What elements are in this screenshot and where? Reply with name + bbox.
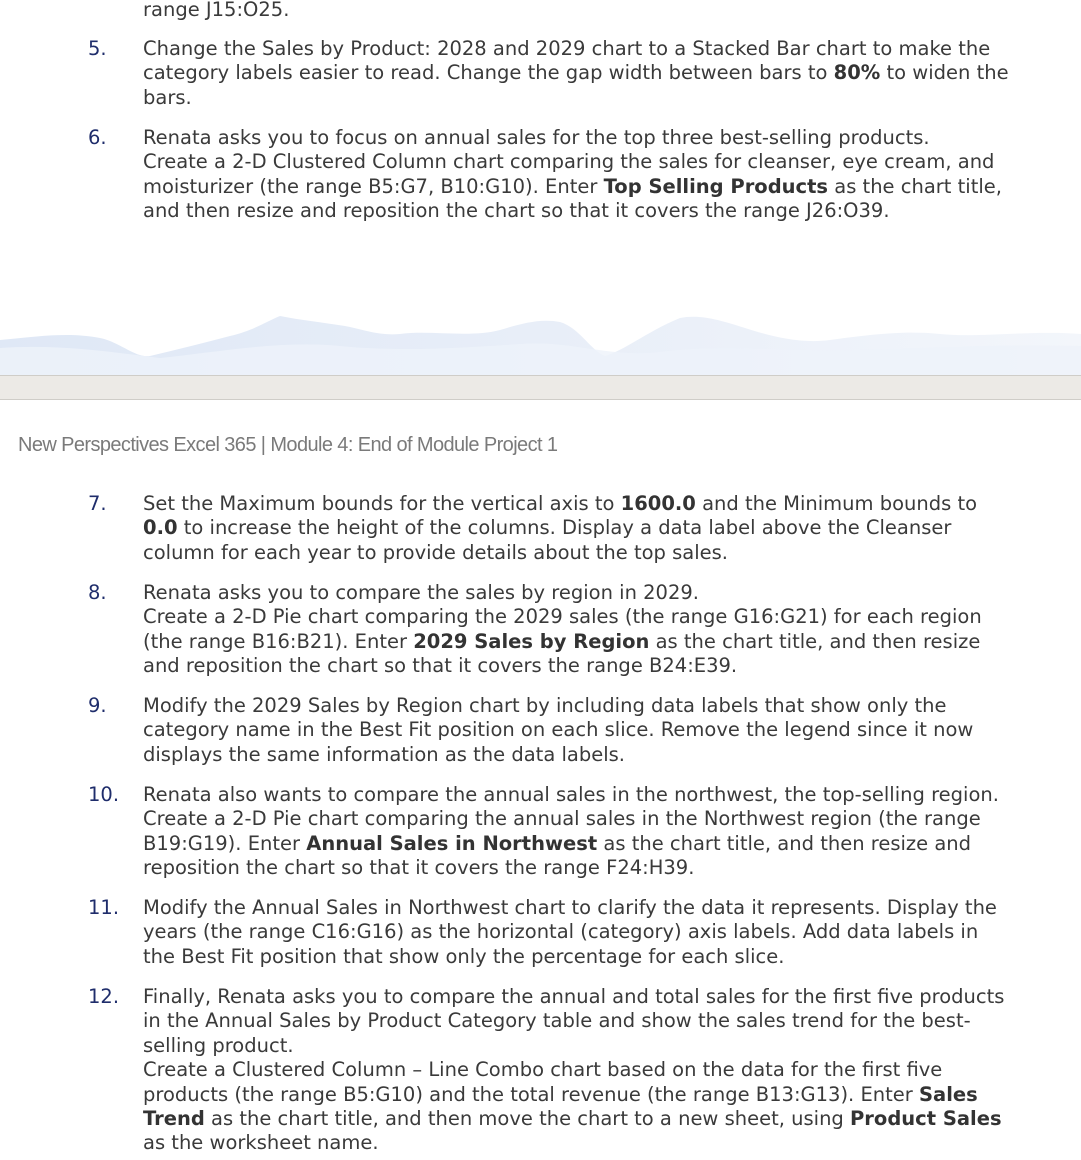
- step-number: 12.: [88, 985, 120, 1008]
- step-number: 5.: [88, 37, 107, 60]
- page-top: [0, 0, 1081, 376]
- step-number: 9.: [88, 694, 107, 717]
- step-text: Renata also wants to compare the annual sales in the northwest, the top-selling region. Create a 2-D Pie chart comparing the annual sales in the Northwest region (the range B19:G19). Enter Annual Sales in Northwest as the chart title, and then resize and reposition the chart so that it covers the range F24:H39.: [143, 783, 999, 880]
- page-header: New Perspectives Excel 365 | Module 4: End of Module Project 1: [18, 434, 558, 456]
- step-number: 7.: [88, 492, 107, 515]
- fragment-text: range J15:O25.: [143, 0, 290, 21]
- step-text: Change the Sales by Product: 2028 and 2029 chart to a Stacked Bar chart to make the category labels easier to read. Change the gap width between bars to 80% to widen the bars.: [143, 37, 1009, 109]
- page-break: [0, 375, 1081, 400]
- step-text: Set the Maximum bounds for the vertical axis to 1600.0 and the Minimum bounds to 0.0 to increase the height of the columns. Display a data label above the Cleanser column for each year to provide details about the top sales.: [143, 492, 978, 564]
- step-text: Modify the 2029 Sales by Region chart by including data labels that show only the category name in the Best Fit position on each slice. Remove the legend since it now displays the same information as the data labels.: [143, 694, 974, 766]
- step-text: Renata asks you to compare the sales by region in 2029. Create a 2-D Pie chart comparing the 2029 sales (the range G16:G21) for each region (the range B16:B21). Enter 2029 Sales by Region as the chart title, and then resize and reposition the chart so that it covers the range B24:E39.: [143, 581, 982, 678]
- step-number: 11.: [88, 896, 120, 919]
- step-number: 6.: [88, 126, 107, 149]
- step-text: Modify the Annual Sales in Northwest chart to clarify the data it represents. Display the years (the range C16:G16) as the horizontal (category) axis labels. Add data labels in the Best Fit position that show only the percentage for each slice.: [143, 896, 997, 968]
- step-number: 8.: [88, 581, 107, 604]
- page-footer-wave-decoration: [0, 300, 1081, 376]
- step-text: Finally, Renata asks you to compare the annual and total sales for the first five products in the Annual Sales by Product Category table and show the sales trend for the best- selling product. Create a Clustered Column – Line Combo chart based on the data for the first five products (the range B5:G10) and the total revenue (the range B13:G13). Enter Sales Trend as the chart title, and then move the chart to a new sheet, using Product Sales as the worksheet name.: [143, 985, 1005, 1155]
- step-text: Renata asks you to focus on annual sales for the top three best-selling products. Create a 2-D Clustered Column chart comparing the sales for cleanser, eye cream, and moisturizer (the range B5:G7, B10:G10). Enter Top Selling Products as the chart title, and then resize and reposition the chart so that it covers the range J26:O39.: [143, 126, 1002, 223]
- step-number: 10.: [88, 783, 120, 806]
